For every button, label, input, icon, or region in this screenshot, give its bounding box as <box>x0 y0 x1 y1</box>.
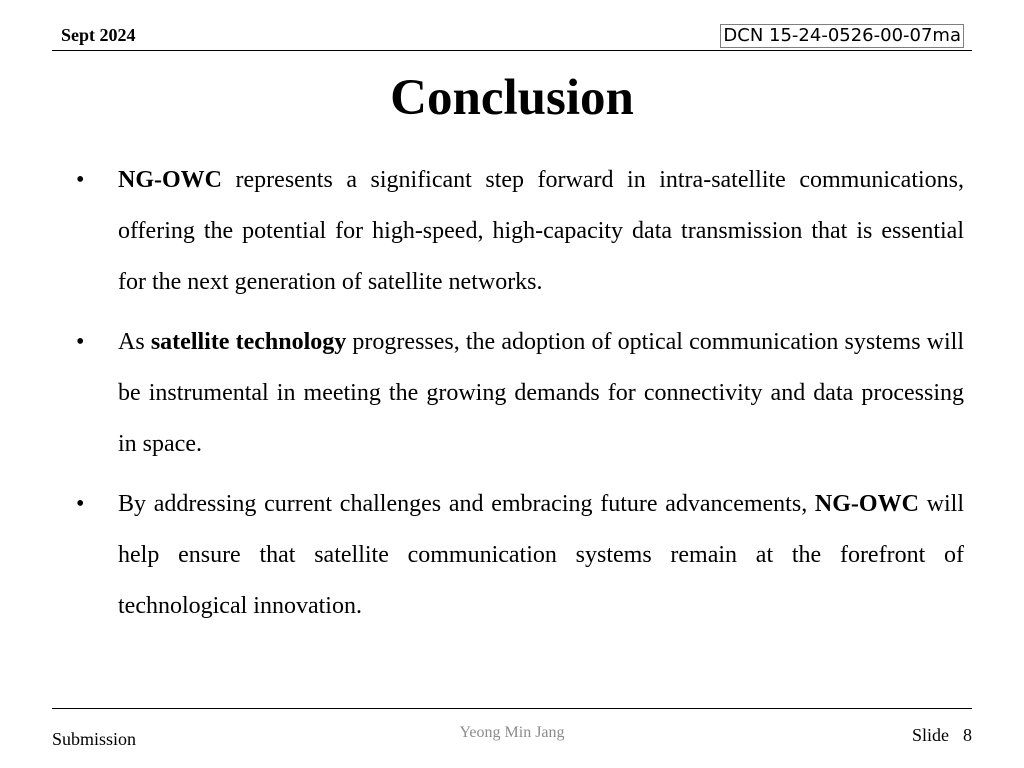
bullet-dot: • <box>76 329 85 355</box>
bullet-dot: • <box>76 167 85 193</box>
bullet-lead: By addressing current challenges and embracing future advancements, <box>118 491 815 517</box>
bullet-item-3 <box>76 479 964 632</box>
footer-submission: Submission <box>52 729 137 749</box>
bullet-lead: As <box>118 329 151 355</box>
slide-label: Slide <box>911 725 949 745</box>
bullet-text: progresses, the adoption of optical communication systems will be instrumental in meeting the growing demands for connectivity and data processing in space. <box>118 329 965 457</box>
footer-slide-number <box>912 724 972 746</box>
bullet-list <box>76 155 965 641</box>
bullet-item-1 <box>76 155 964 308</box>
bullet-text: represents a significant step forward in intra-satellite communications, offering the potential for high-speed, high-capacity data transmission that is essential for the next generation of satellite networks. <box>118 167 964 295</box>
slide-number: 8 <box>963 725 972 745</box>
header-date: Sept 2024 <box>61 25 136 45</box>
bullet-highlight: satellite technology <box>150 329 347 355</box>
footer-rule <box>52 708 972 709</box>
footer-author: Yeong Min Jang <box>459 724 565 741</box>
slide-title: Conclusion <box>390 70 634 126</box>
document-control-number: DCN 15-24-0526-00-07ma <box>720 24 964 48</box>
header-rule <box>52 50 972 51</box>
bullet-dot: • <box>76 491 85 517</box>
bullet-text: will help ensure that satellite communication systems remain at the forefront of technological innovation. <box>118 491 964 619</box>
bullet-highlight: NG-OWC <box>814 491 919 517</box>
bullet-highlight: NG-OWC <box>118 167 222 193</box>
bullet-item-2 <box>76 317 965 470</box>
